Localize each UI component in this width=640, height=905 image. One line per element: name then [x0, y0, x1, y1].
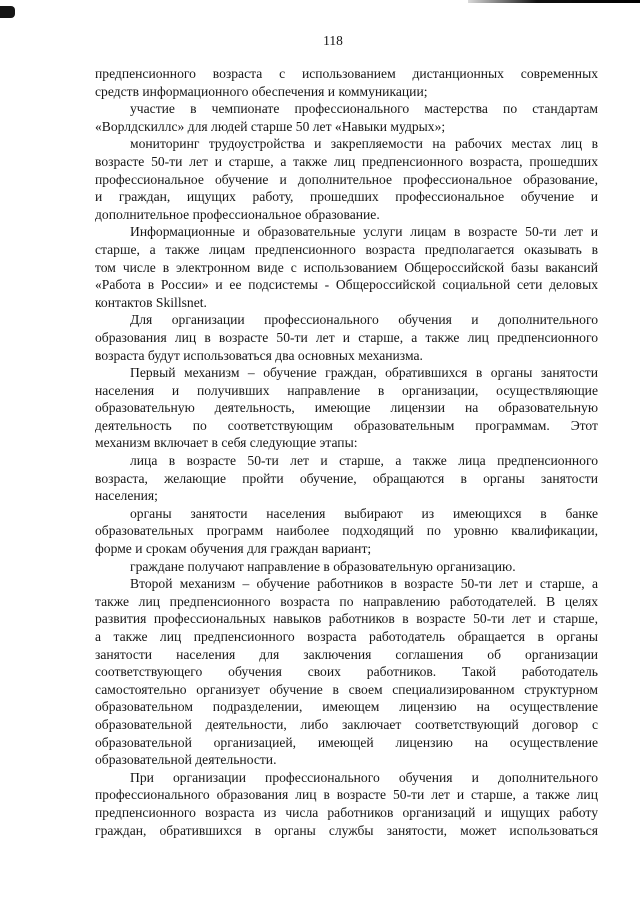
text-line: механизм включает в себя следующие этапы: [95, 435, 358, 451]
text-line: возраста, желающие пройти обучение, обращаются в органы занятости [95, 470, 598, 486]
text-line: При организации профессионального обучения и дополнительного [130, 769, 598, 785]
text-line: мониторинг трудоустройства и закрепляемости на рабочих местах лиц в [130, 136, 598, 152]
paragraph [95, 558, 598, 576]
text-line: предпенсионного возраста с использованием дистанционных современных [95, 66, 598, 81]
text-line: том числе в электронном виде с использованием Общероссийской базы вакансий [95, 259, 598, 275]
paragraph [95, 223, 598, 311]
text-line: возраста будут использоваться два основных механизма. [95, 347, 423, 363]
text-line: образовательной организацией, имеющей лицензию на осуществление [95, 734, 598, 750]
text-line: дополнительное профессиональное образование. [95, 206, 380, 222]
text-line: органы занятости населения выбирают из имеющихся в банке [130, 505, 598, 521]
text-line: соответствующего обучения своих работников. Такой работодатель [95, 664, 598, 680]
paragraph [95, 769, 598, 839]
text-line: образовательном подразделении, имеющем лицензию на осуществление [95, 699, 598, 715]
scan-artifact-edge [468, 0, 640, 3]
text-line: «Ворлдскиллс» для людей старше 50 лет «Навыки мудрых»; [95, 118, 446, 134]
text-line: Второй механизм – обучение работников в возрасте 50-ти лет и старше, а [130, 576, 598, 592]
text-line: участие в чемпионате профессионального мастерства по стандартам [130, 101, 598, 117]
text-line: форме и срокам обучения для граждан вариант; [95, 541, 372, 557]
text-line: образования лиц в возрасте 50-ти лет и старше, а также лиц предпенсионного [95, 329, 598, 345]
text-line: занятости населения для заключения соглашения об организации [95, 646, 598, 662]
text-line: образовательной деятельности, либо заключает соответствующий договор с [95, 716, 598, 732]
paragraph [95, 364, 598, 452]
text-line: Информационные и образовательные услуги лицам в возрасте 50-ти лет и [130, 224, 598, 240]
paragraph [95, 311, 598, 364]
page-number: 118 [323, 33, 343, 48]
text-line: образовательную деятельность, имеющие лицензии на образовательную [95, 400, 598, 416]
scan-artifact-mark [0, 6, 15, 18]
text-line: профессиональное обучение и дополнительное профессиональное образование, [95, 171, 598, 187]
text-line: также лиц предпенсионного возраста по направлению работодателей. В целях [95, 593, 598, 609]
paragraph [95, 452, 598, 505]
text-line: деятельность по соответствующим образовательным программам. Этот [95, 417, 598, 433]
paragraph [95, 575, 598, 769]
text-line: предпенсионного возраста из числа работников организаций и ищущих работу [95, 804, 598, 820]
text-line: образовательных программ наиболее подходящий по уровню квалификации, [95, 523, 598, 539]
paragraph [95, 100, 598, 135]
text-line: граждане получают направление в образовательную организацию. [130, 558, 516, 574]
text-line: профессионального образования лиц в возрасте 50-ти лет и старше, а также лиц [95, 787, 598, 803]
paragraph [95, 65, 598, 100]
text-line: контактов Skillsnet. [95, 294, 207, 310]
text-line: средств информационного обеспечения и коммуникации; [95, 83, 428, 99]
paragraph [95, 135, 598, 223]
text-line: возрасте 50-ти лет и старше, а также лиц предпенсионного возраста, прошедших [95, 153, 598, 169]
text-line: Для организации профессионального обучения и дополнительного [130, 312, 598, 328]
text-line: Первый механизм – обучение граждан, обратившихся в органы занятости [130, 365, 598, 381]
text-line: образовательной деятельности. [95, 752, 277, 768]
text-line: старше, а также лицам предпенсионного возраста предполагается оказывать в [95, 241, 598, 257]
text-line: а также лиц предпенсионного возраста работодатель обращается в органы [95, 629, 598, 644]
text-line: населения и получивших направление в организации, осуществляющие [95, 382, 598, 398]
text-line: и граждан, ищущих работу, прошедших профессиональное обучение и [95, 189, 598, 205]
text-line: самостоятельно организует обучение в своем специализированном структурном [95, 681, 598, 697]
paragraph [95, 505, 598, 558]
document-body [95, 65, 598, 839]
text-line: «Работа в России» и ее подсистемы - Общероссийской социальной сети деловых [95, 277, 598, 293]
text-line: развития профессиональных навыков работников в возрасте 50-ти лет и старше, [95, 611, 598, 627]
text-line: лица в возрасте 50-ти лет и старше, а также лица предпенсионного [130, 453, 598, 469]
text-line: населения; [95, 488, 158, 504]
text-line: граждан, обратившихся в органы службы занятости, может использоваться [95, 822, 598, 838]
